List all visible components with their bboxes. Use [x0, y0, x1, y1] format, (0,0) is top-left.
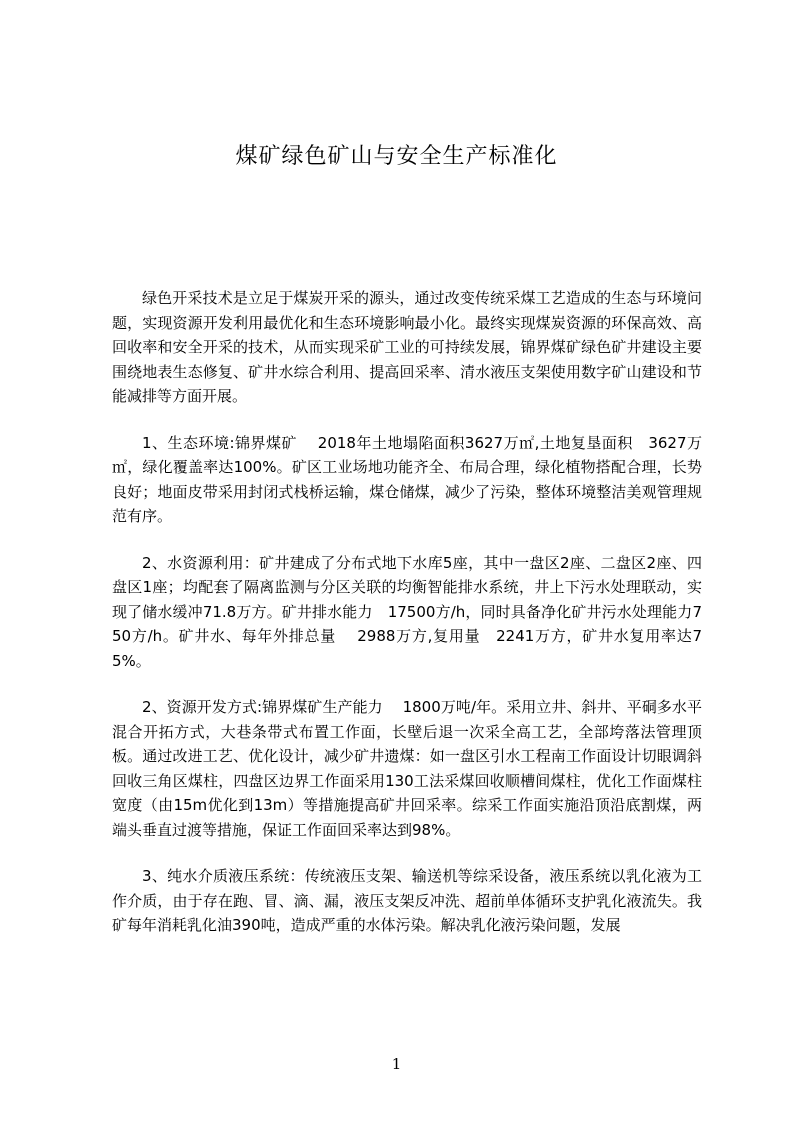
document-title: 煤矿绿色矿山与安全生产标准化 — [235, 144, 558, 169]
paragraph-resource-development: 2、资源开发方式:锦界煤矿生产能力 1800万吨/年。采用立井、斜井、平硐多水平混合开拓方式，大巷条带式布置工作面，长壁后退一次采全高工艺，全部垮落法管理顶板。通过改进工艺、优化设计，减少矿井遗煤：如一盘区引水工程南工作面设计切眼调斜回收三角区煤柱，四盘区边界工作面采用130工法采煤回收顺槽间煤柱，优化工作面煤柱宽度（由15m优化到13m）等措施提高矿井回采率。综采工作面实施沿顶沿底割煤，两端头垂直过渡等措施，保证工作面回采率达到98%。 — [112, 698, 702, 839]
paragraph-water-resource-use: 2、水资源利用：矿井建成了分布式地下水库5座，其中一盘区2座、二盘区2座、四盘区1座；均配套了隔离监测与分区关联的均衡智能排水系统，井上下污水处理联动，实现了储水缓冲71.8万方。矿井排水能力 17500方/h，同时具备净化矿井污水处理能力750方/h。矿井水、每年外排总量 2988万方,复用量 2241万方，矿井水复用率达75%。 — [112, 553, 702, 670]
paragraph-ecological-environment: 1、生态环境:锦界煤矿 2018年土地塌陷面积3627万㎡,土地复垦面积 3627万㎡，绿化覆盖率达100%。矿区工业场地功能齐全、布局合理，绿化植物搭配合理，长势良好；地面皮带采用封闭式栈桥运输，煤仓储煤，减少了污染，整体环境整洁美观管理规范有序。 — [112, 433, 702, 525]
document-body — [112, 286, 702, 938]
paragraph-pure-water-hydraulic-system: 3、纯水介质液压系统：传统液压支架、输送机等综采设备，液压系统以乳化液为工作介质，由于存在跑、冒、滴、漏，液压支架反冲洗、超前单体循环支护乳化液流失。我矿每年消耗乳化油390吨，造成严重的水体污染。解决乳化液污染问题，发展 — [112, 867, 702, 934]
page-number: 1 — [391, 1055, 402, 1073]
paragraph-intro: 绿色开采技术是立足于煤炭开采的源头，通过改变传统采煤工艺造成的生态与环境问题，实现资源开发利用最优化和生态环境影响最小化。最终实现煤炭资源的环保高效、高回收率和安全开采的技术，从而实现采矿工业的可持续发展，锦界煤矿绿色矿井建设主要围绕地表生态修复、矿井水综合利用、提高回采率、清水液压支架使用数字矿山建设和节能减排等方面开展。 — [112, 289, 702, 405]
